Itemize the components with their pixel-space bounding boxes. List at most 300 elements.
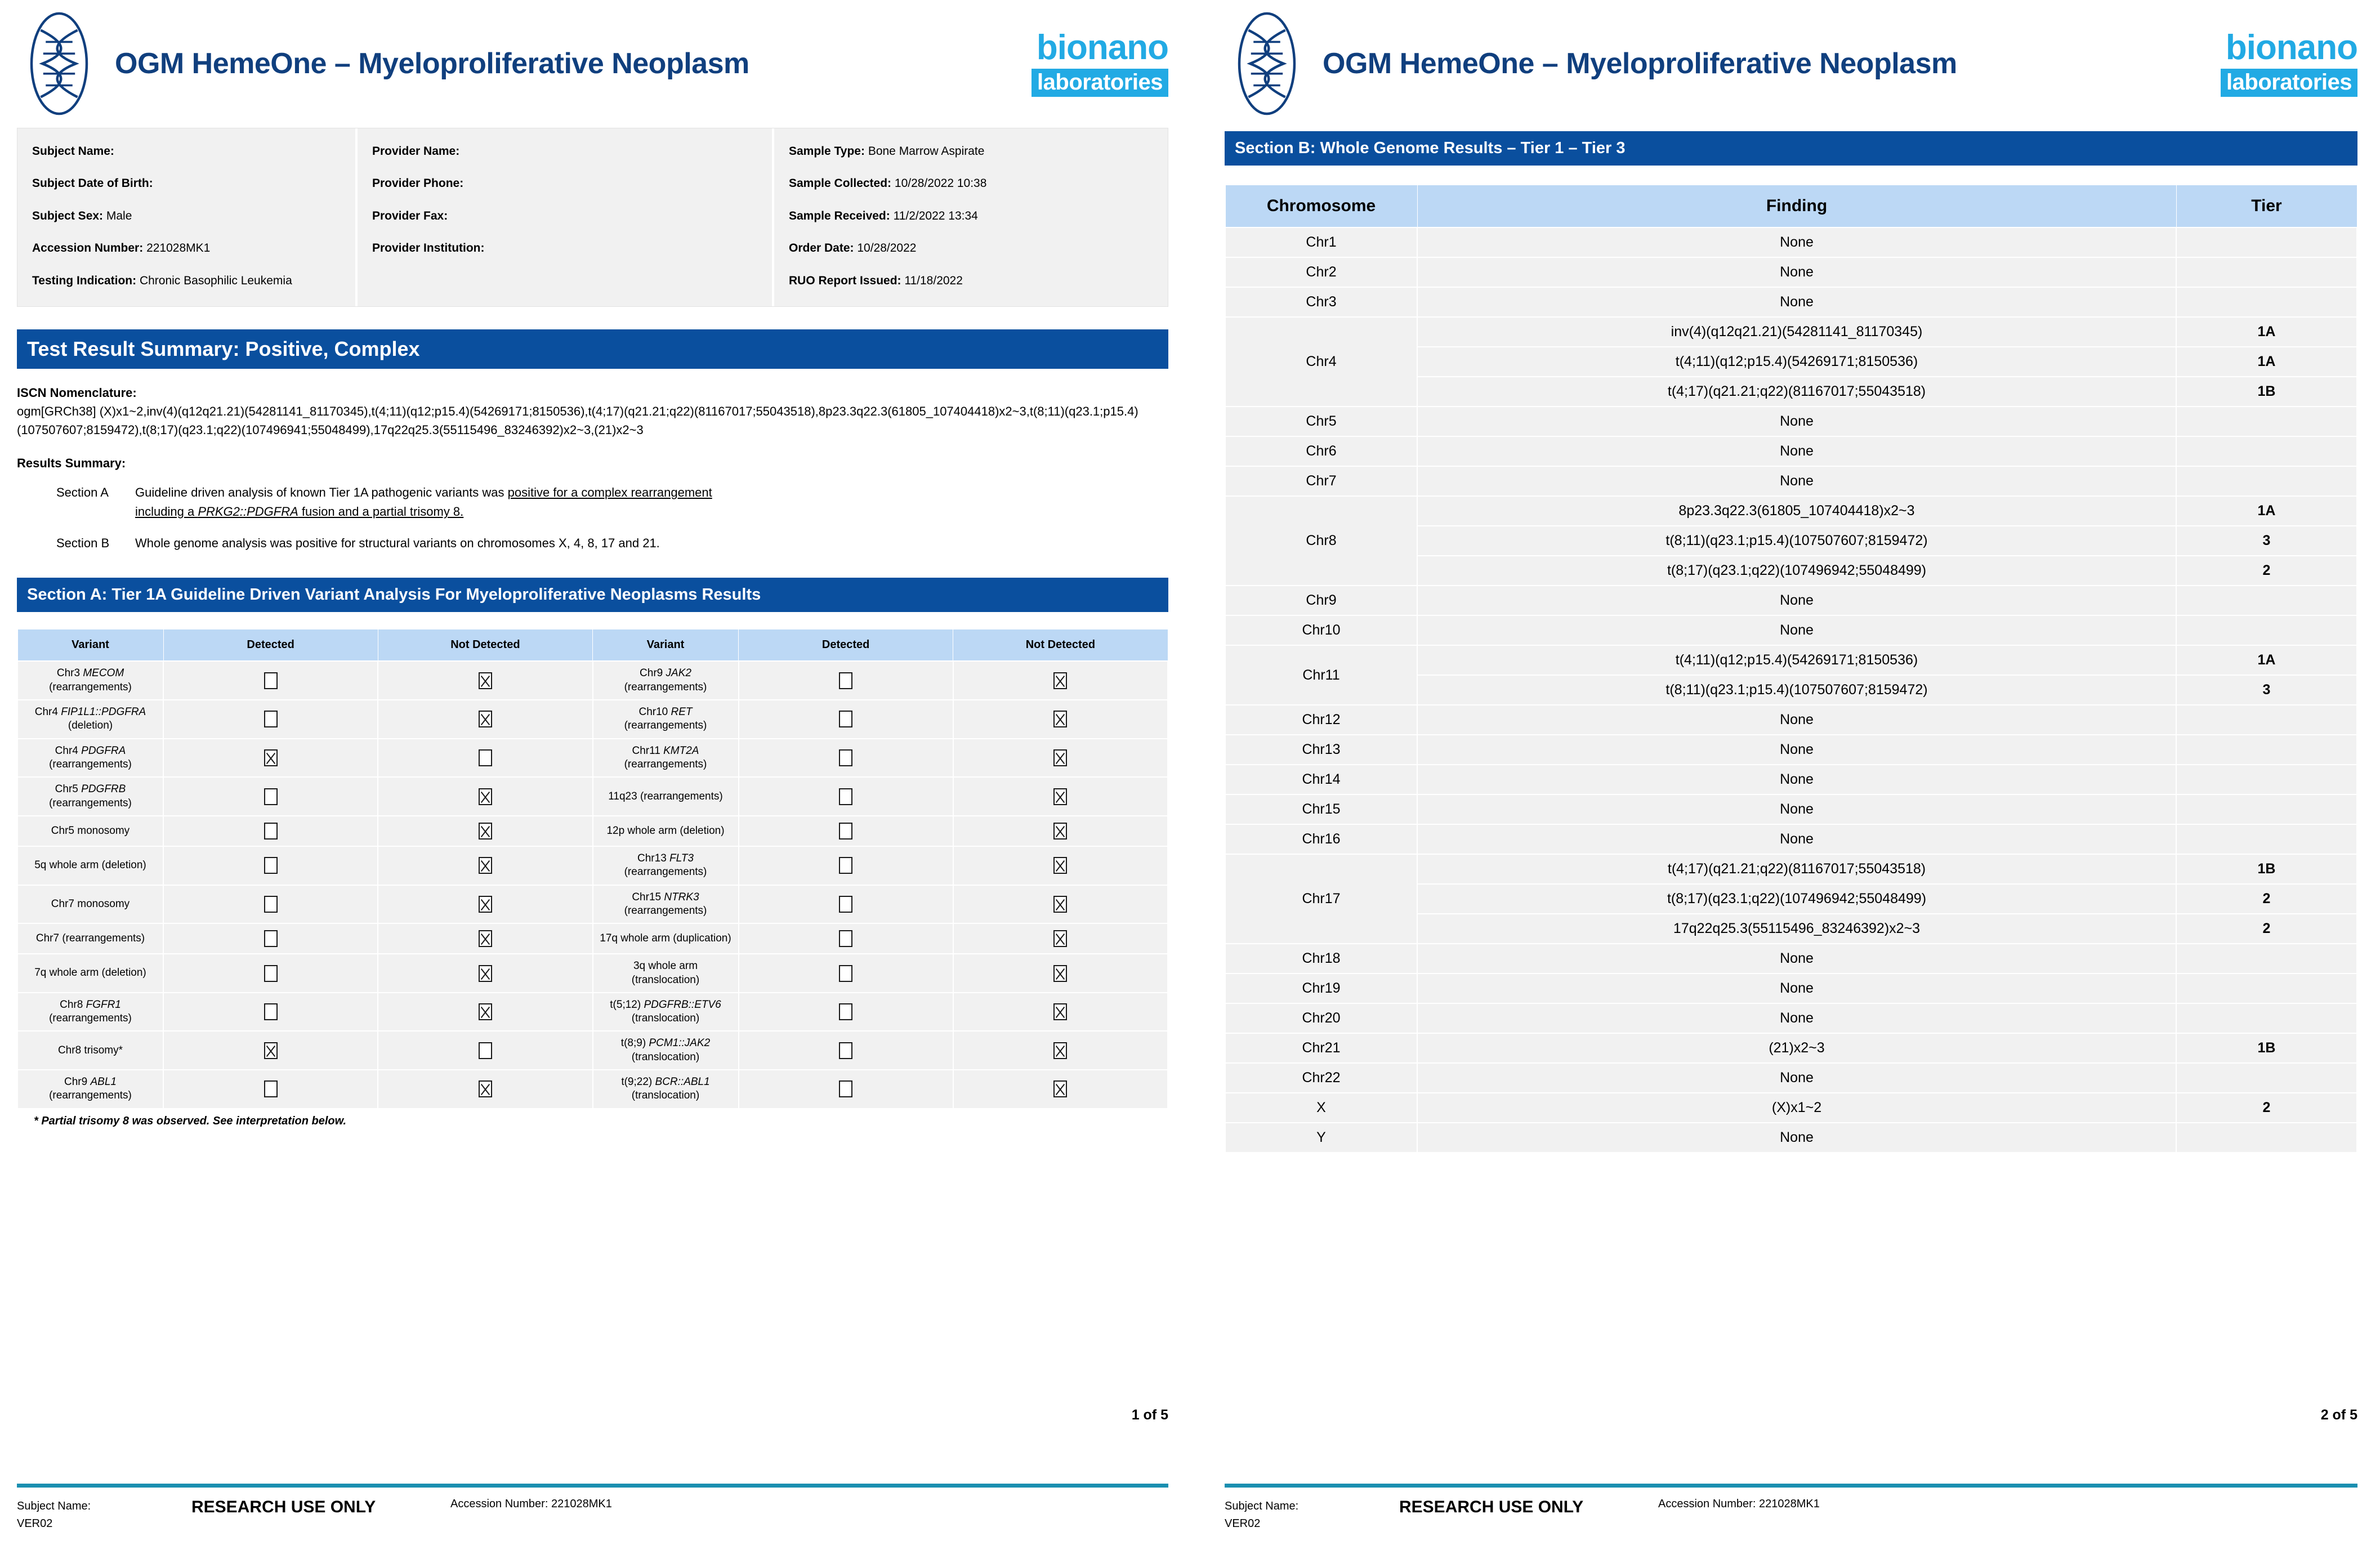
finding-cell: t(4;11)(q12;p15.4)(54269171;8150536) xyxy=(1417,347,2176,377)
checked-checkbox-icon[interactable] xyxy=(479,896,492,913)
footer-accession: Accession Number: 221028MK1 xyxy=(450,1498,612,1510)
chromosome-cell: Chr19 xyxy=(1225,974,1417,1003)
variant-gene: PDGFRA xyxy=(81,744,126,757)
finding-cell: None xyxy=(1417,974,2176,1003)
not-detected-checkbox[interactable] xyxy=(953,739,1168,778)
unchecked-checkbox-icon[interactable] xyxy=(839,1042,852,1059)
chromosome-cell: Chr4 xyxy=(1225,317,1417,407)
demographics-field-label: Order Date: xyxy=(789,242,854,255)
finding-cell: t(4;17)(q21.21;q22)(81167017;55043518) xyxy=(1417,854,2176,884)
unchecked-checkbox-icon[interactable] xyxy=(839,749,852,766)
section-a-column-header: Detected xyxy=(739,629,953,662)
not-detected-checkbox[interactable] xyxy=(378,885,592,924)
footer-research-use-only: RESEARCH USE ONLY xyxy=(191,1498,376,1516)
section-a-body xyxy=(17,661,1168,1108)
demographics-column-provider xyxy=(355,128,772,306)
table-row xyxy=(17,739,1168,778)
brand-wordmark: bionano xyxy=(1036,28,1168,67)
variant-name: 5q whole arm (deletion) xyxy=(34,859,146,872)
not-detected-checkbox[interactable] xyxy=(378,777,592,816)
variant-name: Chr9 JAK2 xyxy=(640,667,691,680)
variant-name: t(8;9) PCM1::JAK2 xyxy=(620,1037,711,1050)
variant-name: 3q whole arm xyxy=(633,960,698,972)
section-a-column-header: Not Detected xyxy=(378,629,592,662)
tier-cell xyxy=(2176,1123,2357,1153)
table-row xyxy=(1225,257,2357,287)
variant-name: Chr7 (rearrangements) xyxy=(35,932,145,945)
tier-cell xyxy=(2176,974,2357,1003)
checked-checkbox-icon[interactable] xyxy=(1053,1003,1067,1020)
results-summary-section-label: Section B xyxy=(56,536,110,551)
demographics-field-value: 221028MK1 xyxy=(143,242,211,255)
variant-subtype: (deletion) xyxy=(68,720,113,732)
detected-checkbox[interactable] xyxy=(163,993,378,1031)
table-row xyxy=(1225,705,2357,735)
chromosome-cell: Chr9 xyxy=(1225,586,1417,615)
variant-gene: FGFR1 xyxy=(86,998,121,1011)
iscn-label: ISCN Nomenclature: xyxy=(17,386,137,400)
not-detected-checkbox[interactable] xyxy=(953,923,1168,954)
demographics-field-value: Male xyxy=(103,209,132,222)
section-b-body xyxy=(1225,227,2357,1153)
variant-subtype: (translocation) xyxy=(631,974,700,986)
table-row xyxy=(1225,944,2357,974)
checked-checkbox-icon[interactable] xyxy=(479,930,492,947)
detected-checkbox[interactable] xyxy=(739,846,953,885)
tier-cell xyxy=(2176,1063,2357,1093)
unchecked-checkbox-icon[interactable] xyxy=(264,823,278,839)
chromosome-cell: Y xyxy=(1225,1123,1417,1153)
variant-name: Chr10 RET xyxy=(638,706,693,718)
variant-gene: BCR::ABL1 xyxy=(655,1076,710,1088)
tier-cell xyxy=(2176,735,2357,765)
detected-checkbox[interactable] xyxy=(163,739,378,778)
chromosome-cell: Chr10 xyxy=(1225,615,1417,645)
finding-cell: None xyxy=(1417,257,2176,287)
not-detected-checkbox[interactable] xyxy=(378,846,592,885)
test-result-summary-prefix: Test Result Summary: xyxy=(27,337,245,361)
not-detected-checkbox[interactable] xyxy=(953,846,1168,885)
detected-checkbox[interactable] xyxy=(739,954,953,993)
detected-checkbox[interactable] xyxy=(739,661,953,700)
detected-checkbox[interactable] xyxy=(163,923,378,954)
detected-checkbox[interactable] xyxy=(163,700,378,739)
table-row xyxy=(1225,1033,2357,1063)
unchecked-checkbox-icon[interactable] xyxy=(264,672,278,689)
page1-title: OGM HemeOne – Myeloproliferative Neoplasm xyxy=(115,47,749,80)
report-page-2 xyxy=(1191,0,2380,1554)
detected-checkbox[interactable] xyxy=(739,993,953,1031)
finding-cell: None xyxy=(1417,436,2176,466)
unchecked-checkbox-icon[interactable] xyxy=(839,930,852,947)
demographics-field-label: Sample Received: xyxy=(789,209,890,222)
table-row xyxy=(1225,586,2357,615)
variant-gene: MECOM xyxy=(83,667,124,680)
finding-cell: t(8;17)(q23.1;q22)(107496942;55048499) xyxy=(1417,556,2176,586)
variant-name: Chr4 FIP1L1::PDGFRA xyxy=(34,706,146,718)
table-row xyxy=(1225,436,2357,466)
variant-gene: PDGFRB xyxy=(81,783,126,796)
demographics-field xyxy=(789,143,1153,160)
checked-checkbox-icon[interactable] xyxy=(479,711,492,727)
variant-name-cell xyxy=(593,1070,739,1109)
detected-checkbox[interactable] xyxy=(739,816,953,846)
finding-cell: 8p23.3q22.3(61805_107404418)x2~3 xyxy=(1417,496,2176,526)
variant-subtype: (rearrangements) xyxy=(49,1012,132,1025)
page2-brand-logo xyxy=(2155,30,2357,97)
detected-checkbox[interactable] xyxy=(163,816,378,846)
detected-checkbox[interactable] xyxy=(739,885,953,924)
test-result-summary-value: Positive, Complex xyxy=(245,337,420,361)
results-text-underlined-b: fusion and a partial trisomy 8. xyxy=(298,504,464,519)
demographics-field-label: Provider Name: xyxy=(372,145,460,158)
tier-cell xyxy=(2176,287,2357,317)
finding-cell: None xyxy=(1417,1003,2176,1033)
detected-checkbox[interactable] xyxy=(163,1070,378,1109)
finding-cell: t(4;17)(q21.21;q22)(81167017;55043518) xyxy=(1417,377,2176,407)
section-a-column-header: Detected xyxy=(163,629,378,662)
variant-subtype: (rearrangements) xyxy=(624,904,707,917)
demographics-field-label: Testing Indication: xyxy=(32,274,137,287)
tier-cell xyxy=(2176,705,2357,735)
variant-name: 17q whole arm (duplication) xyxy=(600,932,731,945)
unchecked-checkbox-icon[interactable] xyxy=(839,896,852,913)
not-detected-checkbox[interactable] xyxy=(378,993,592,1031)
table-row xyxy=(1225,1123,2357,1153)
table-row xyxy=(1225,407,2357,436)
variant-name: 12p whole arm (deletion) xyxy=(606,824,725,837)
table-row xyxy=(1225,287,2357,317)
not-detected-checkbox[interactable] xyxy=(378,661,592,700)
not-detected-checkbox[interactable] xyxy=(953,1070,1168,1109)
results-summary-row xyxy=(17,534,1168,553)
checked-checkbox-icon[interactable] xyxy=(1053,823,1067,839)
detected-checkbox[interactable] xyxy=(739,777,953,816)
variant-name-cell xyxy=(17,993,163,1031)
variant-name: Chr11 KMT2A xyxy=(632,744,699,757)
footer-accession: Accession Number: 221028MK1 xyxy=(1658,1498,1820,1510)
tier-cell: 3 xyxy=(2176,526,2357,556)
variant-gene: FLT3 xyxy=(669,852,694,864)
variant-name: Chr7 monosomy xyxy=(51,897,130,910)
footer-subject-label: Subject Name: xyxy=(17,1500,91,1512)
not-detected-checkbox[interactable] xyxy=(953,993,1168,1031)
tier-cell xyxy=(2176,227,2357,257)
dna-logo-icon xyxy=(1225,10,1309,117)
unchecked-checkbox-icon[interactable] xyxy=(839,788,852,805)
variant-name-cell xyxy=(17,739,163,778)
table-row xyxy=(17,1070,1168,1109)
variant-name: Chr8 FGFR1 xyxy=(60,998,121,1011)
variant-subtype: (rearrangements) xyxy=(624,681,707,693)
variant-name: Chr4 PDGFRA xyxy=(55,744,126,757)
checked-checkbox-icon[interactable] xyxy=(479,857,492,874)
checked-checkbox-icon[interactable] xyxy=(479,823,492,839)
unchecked-checkbox-icon[interactable] xyxy=(479,1042,492,1059)
dna-logo-icon xyxy=(17,10,101,117)
chromosome-cell: Chr13 xyxy=(1225,735,1417,765)
finding-cell: None xyxy=(1417,705,2176,735)
finding-cell: t(8;11)(q23.1;p15.4)(107507607;8159472) xyxy=(1417,675,2176,705)
checked-checkbox-icon[interactable] xyxy=(1053,1080,1067,1097)
not-detected-checkbox[interactable] xyxy=(378,739,592,778)
tier-cell xyxy=(2176,615,2357,645)
demographics-field xyxy=(32,273,341,289)
detected-checkbox[interactable] xyxy=(739,1070,953,1109)
not-detected-checkbox[interactable] xyxy=(953,1031,1168,1070)
unchecked-checkbox-icon[interactable] xyxy=(839,965,852,982)
detected-checkbox[interactable] xyxy=(739,739,953,778)
table-row xyxy=(1225,824,2357,854)
variant-subtype: (rearrangements) xyxy=(49,797,132,809)
finding-cell: t(8;17)(q23.1;q22)(107496942;55048499) xyxy=(1417,884,2176,914)
demographics-panel xyxy=(17,128,1168,307)
unchecked-checkbox-icon[interactable] xyxy=(479,749,492,766)
demographics-field-value: 11/18/2022 xyxy=(901,274,963,287)
unchecked-checkbox-icon[interactable] xyxy=(264,788,278,805)
checked-checkbox-icon[interactable] xyxy=(1053,857,1067,874)
variant-name: t(5;12) PDGFRB::ETV6 xyxy=(610,998,721,1011)
tier-cell xyxy=(2176,407,2357,436)
unchecked-checkbox-icon[interactable] xyxy=(839,1080,852,1097)
chromosome-cell: Chr7 xyxy=(1225,466,1417,496)
not-detected-checkbox[interactable] xyxy=(953,816,1168,846)
variant-name-cell xyxy=(17,923,163,954)
checked-checkbox-icon[interactable] xyxy=(1053,896,1067,913)
chromosome-cell: Chr2 xyxy=(1225,257,1417,287)
unchecked-checkbox-icon[interactable] xyxy=(264,930,278,947)
demographics-field xyxy=(372,240,757,257)
section-b-column-header: Finding xyxy=(1417,185,2176,228)
variant-gene: PDGFRB::ETV6 xyxy=(644,998,721,1011)
detected-checkbox[interactable] xyxy=(163,777,378,816)
not-detected-checkbox[interactable] xyxy=(378,1031,592,1070)
not-detected-checkbox[interactable] xyxy=(953,700,1168,739)
variant-name: Chr9 ABL1 xyxy=(64,1076,117,1088)
page2-footer xyxy=(1225,1484,2357,1533)
unchecked-checkbox-icon[interactable] xyxy=(264,965,278,982)
detected-checkbox[interactable] xyxy=(163,1031,378,1070)
variant-gene: NTRK3 xyxy=(664,891,699,903)
variant-name: Chr5 monosomy xyxy=(51,824,130,837)
not-detected-checkbox[interactable] xyxy=(953,954,1168,993)
unchecked-checkbox-icon[interactable] xyxy=(839,1003,852,1020)
variant-name-cell xyxy=(593,661,739,700)
unchecked-checkbox-icon[interactable] xyxy=(264,1080,278,1097)
variant-subtype: (rearrangements) xyxy=(49,681,132,693)
chromosome-cell: Chr5 xyxy=(1225,407,1417,436)
results-text-underlined-a: positive for a complex rearrangement including a xyxy=(135,485,712,519)
not-detected-checkbox[interactable] xyxy=(953,777,1168,816)
tier-cell: 1B xyxy=(2176,854,2357,884)
demographics-field xyxy=(372,175,757,192)
tier-cell: 2 xyxy=(2176,914,2357,944)
section-a-column-header: Not Detected xyxy=(953,629,1168,662)
chromosome-cell: Chr6 xyxy=(1225,436,1417,466)
checked-checkbox-icon[interactable] xyxy=(1053,711,1067,727)
variant-name-cell xyxy=(17,1070,163,1109)
demographics-field-value: Bone Marrow Aspirate xyxy=(864,145,985,158)
checked-checkbox-icon[interactable] xyxy=(479,1080,492,1097)
checked-checkbox-icon[interactable] xyxy=(1053,965,1067,982)
variant-name-cell xyxy=(593,1031,739,1070)
not-detected-checkbox[interactable] xyxy=(378,1070,592,1109)
variant-gene: FIP1L1::PDGFRA xyxy=(61,706,146,718)
page1-header xyxy=(17,0,1168,121)
variant-name-cell xyxy=(17,816,163,846)
section-a-footnote: * Partial trisomy 8 was observed. See interpretation below. xyxy=(34,1114,346,1127)
footer-subject-value: VER02 xyxy=(17,1517,53,1530)
page2-page-number: 2 of 5 xyxy=(2320,1407,2357,1423)
iscn-value: ogm[GRCh38] (X)x1~2,inv(4)(q12q21.21)(54281141_81170345),t(4;11)(q12;p15.4)(54269171;8150536),t(4;17)(q21.21;q22)(81167017;55043518),8p23.3q22.3(61805_107404418)x2~3,t(8;11)(q23.1;p15.4)(107507607;8159472),t(8;17)(q23.1;q22)(107496941;55048499),17q22q25.3(55115496_83246392)x2~3,(21)x2~3 xyxy=(17,404,1138,437)
unchecked-checkbox-icon[interactable] xyxy=(264,857,278,874)
checked-checkbox-icon[interactable] xyxy=(1053,749,1067,766)
variant-name-cell xyxy=(593,816,739,846)
variant-name-cell xyxy=(593,954,739,993)
results-text-gene: PRKG2::PDGFRA xyxy=(198,504,298,519)
checked-checkbox-icon[interactable] xyxy=(479,672,492,689)
tier-cell xyxy=(2176,466,2357,496)
variant-name-cell xyxy=(593,700,739,739)
variant-name-cell xyxy=(17,1031,163,1070)
demographics-field xyxy=(372,208,757,225)
unchecked-checkbox-icon[interactable] xyxy=(839,711,852,727)
finding-cell: 17q22q25.3(55115496_83246392)x2~3 xyxy=(1417,914,2176,944)
variant-name: 11q23 (rearrangements) xyxy=(608,790,723,802)
checked-checkbox-icon[interactable] xyxy=(479,1003,492,1020)
tier-cell: 2 xyxy=(2176,556,2357,586)
unchecked-checkbox-icon[interactable] xyxy=(264,896,278,913)
variant-subtype: (translocation) xyxy=(631,1012,700,1025)
variant-gene: RET xyxy=(671,706,693,718)
demographics-field xyxy=(32,240,341,257)
tier-cell xyxy=(2176,824,2357,854)
demographics-field-label: Sample Type: xyxy=(789,145,865,158)
variant-subtype: (rearrangements) xyxy=(624,720,707,732)
table-row xyxy=(1225,794,2357,824)
unchecked-checkbox-icon[interactable] xyxy=(839,857,852,874)
variant-subtype: (rearrangements) xyxy=(49,1089,132,1102)
brand-sub-label: laboratories xyxy=(1032,69,1168,97)
results-summary-section-text: Whole genome analysis was positive for structural variants on chromosomes X, 4, 8, 17 and 21. xyxy=(135,536,660,551)
finding-cell: None xyxy=(1417,615,2176,645)
not-detected-checkbox[interactable] xyxy=(378,816,592,846)
footer-subject xyxy=(17,1498,191,1533)
finding-cell: None xyxy=(1417,735,2176,765)
chromosome-cell: Chr16 xyxy=(1225,824,1417,854)
detected-checkbox[interactable] xyxy=(739,1031,953,1070)
variant-name: Chr8 trisomy* xyxy=(57,1044,123,1056)
finding-cell: None xyxy=(1417,944,2176,974)
demographics-field xyxy=(32,208,341,225)
tier-cell xyxy=(2176,586,2357,615)
variant-subtype: (rearrangements) xyxy=(624,758,707,771)
not-detected-checkbox[interactable] xyxy=(953,661,1168,700)
not-detected-checkbox[interactable] xyxy=(378,700,592,739)
table-row xyxy=(1225,227,2357,257)
finding-cell: None xyxy=(1417,407,2176,436)
tier-cell: 1B xyxy=(2176,1033,2357,1063)
table-row xyxy=(1225,496,2357,526)
table-row xyxy=(1225,1063,2357,1093)
variant-gene: JAK2 xyxy=(666,667,691,680)
results-summary-row xyxy=(17,483,1168,521)
unchecked-checkbox-icon[interactable] xyxy=(264,1003,278,1020)
unchecked-checkbox-icon[interactable] xyxy=(839,823,852,839)
chromosome-cell: Chr8 xyxy=(1225,496,1417,586)
demographics-field-label: Provider Fax: xyxy=(372,209,448,222)
section-b-bar: Section B: Whole Genome Results – Tier 1 – Tier 3 xyxy=(1225,131,2357,166)
not-detected-checkbox[interactable] xyxy=(953,885,1168,924)
checked-checkbox-icon[interactable] xyxy=(1053,788,1067,805)
demographics-column-sample xyxy=(772,128,1168,306)
finding-cell: (21)x2~3 xyxy=(1417,1033,2176,1063)
unchecked-checkbox-icon[interactable] xyxy=(839,672,852,689)
detected-checkbox[interactable] xyxy=(163,885,378,924)
detected-checkbox[interactable] xyxy=(163,661,378,700)
detected-checkbox[interactable] xyxy=(163,846,378,885)
unchecked-checkbox-icon[interactable] xyxy=(264,711,278,727)
checked-checkbox-icon[interactable] xyxy=(1053,930,1067,947)
finding-cell: None xyxy=(1417,586,2176,615)
chromosome-cell: Chr1 xyxy=(1225,227,1417,257)
table-row xyxy=(17,1031,1168,1070)
table-row xyxy=(17,923,1168,954)
variant-name-cell xyxy=(17,954,163,993)
variant-name-cell xyxy=(17,661,163,700)
section-a-header-row xyxy=(17,629,1168,662)
footer-subject xyxy=(1225,1498,1399,1533)
not-detected-checkbox[interactable] xyxy=(378,954,592,993)
chromosome-cell: Chr3 xyxy=(1225,287,1417,317)
finding-cell: t(4;11)(q12;p15.4)(54269171;8150536) xyxy=(1417,645,2176,675)
checked-checkbox-icon[interactable] xyxy=(479,965,492,982)
checked-checkbox-icon[interactable] xyxy=(479,788,492,805)
tier-cell: 1B xyxy=(2176,377,2357,407)
section-a-column-header: Variant xyxy=(17,629,163,662)
detected-checkbox[interactable] xyxy=(739,923,953,954)
table-row xyxy=(1225,1093,2357,1123)
not-detected-checkbox[interactable] xyxy=(378,923,592,954)
tier-cell xyxy=(2176,1003,2357,1033)
checked-checkbox-icon[interactable] xyxy=(1053,1042,1067,1059)
table-row xyxy=(17,993,1168,1031)
chromosome-cell: Chr20 xyxy=(1225,1003,1417,1033)
results-text-plain: Guideline driven analysis of known Tier 1A pathogenic variants was xyxy=(135,485,508,500)
table-row xyxy=(17,954,1168,993)
demographics-field-label: Provider Institution: xyxy=(372,242,485,255)
variant-name: 7q whole arm (deletion) xyxy=(34,967,146,979)
detected-checkbox[interactable] xyxy=(163,954,378,993)
table-row xyxy=(1225,1003,2357,1033)
checked-checkbox-icon[interactable] xyxy=(264,1042,278,1059)
demographics-field-label: Subject Name: xyxy=(32,145,114,158)
footer-research-use-only: RESEARCH USE ONLY xyxy=(1399,1498,1584,1516)
table-row xyxy=(17,700,1168,739)
chromosome-cell: Chr11 xyxy=(1225,645,1417,705)
checked-checkbox-icon[interactable] xyxy=(1053,672,1067,689)
finding-cell: None xyxy=(1417,765,2176,794)
variant-gene: PCM1::JAK2 xyxy=(649,1037,711,1050)
finding-cell: None xyxy=(1417,794,2176,824)
table-row xyxy=(1225,854,2357,884)
tier-cell: 2 xyxy=(2176,884,2357,914)
detected-checkbox[interactable] xyxy=(739,700,953,739)
table-row xyxy=(1225,974,2357,1003)
chromosome-cell: Chr14 xyxy=(1225,765,1417,794)
test-result-summary-bar xyxy=(17,329,1168,369)
checked-checkbox-icon[interactable] xyxy=(264,749,278,766)
